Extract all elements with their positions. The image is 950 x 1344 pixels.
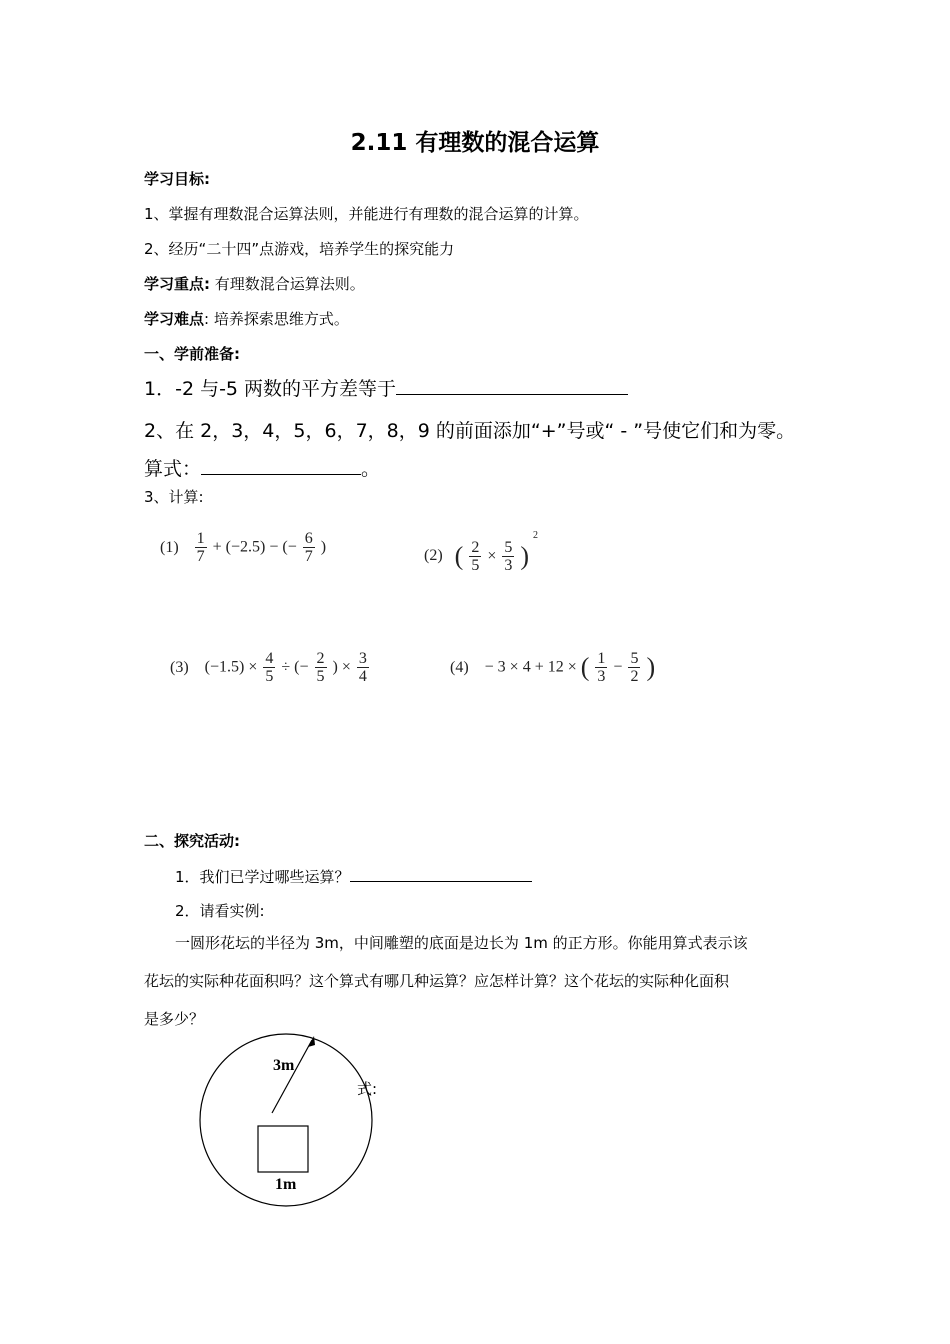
- square-sculpture-base: [258, 1126, 308, 1172]
- difficulty-label: 学习难点: [144, 310, 205, 328]
- key-point-text: 有理数混合运算法则。: [214, 275, 365, 293]
- answer-blank-2[interactable]: [201, 456, 361, 475]
- problem-3: [170, 650, 371, 685]
- example-paragraph-line-2: 花坛的实际种花面积吗？这个算式有哪几种运算？应怎样计算？这个花坛的实际种化面积: [144, 972, 730, 990]
- objective-item-1: 1、掌握有理数混合运算法则，并能进行有理数的混合运算的计算。: [144, 205, 589, 223]
- problem-1-middle: + (−2.5) − (−: [212, 538, 297, 556]
- problem-4: [450, 650, 655, 685]
- section2-heading: 二、探究活动:: [144, 832, 240, 850]
- example-paragraph-line-1: 一圆形花坛的半径为 3m，中间雕塑的底面是边长为 1m 的正方形。你能用算式表示该: [175, 934, 748, 952]
- formula-tail: 式:: [357, 1080, 378, 1098]
- left-paren-icon: (: [580, 652, 590, 682]
- problem-2-fraction-2: $\frac{5}{3}$: [504, 538, 513, 574]
- problem-4-label: (4): [450, 658, 469, 676]
- difficulty-line: [144, 308, 349, 329]
- right-paren-icon: ): [646, 652, 656, 682]
- problem-2-fraction-1: $\frac{2}{5}$: [471, 538, 480, 574]
- question-2-line2: [144, 454, 380, 481]
- problem-3-middle-2: ) ×: [332, 658, 351, 676]
- side-label: 1m: [275, 1176, 297, 1193]
- problem-4-start: − 3 × 4 + 12 ×: [484, 658, 577, 676]
- answer-blank-1[interactable]: [396, 376, 628, 395]
- question-2-prefix: 算式：: [144, 458, 202, 480]
- activity-question-1-text: 1．我们已学过哪些运算？: [175, 868, 350, 886]
- answer-blank-3[interactable]: [350, 865, 532, 882]
- problem-3-fraction-3: $\frac{3}{4}$: [358, 650, 367, 685]
- problem-1-label: (1): [160, 538, 179, 556]
- question-1-text: 1．-2 与-5 两数的平方差等于: [144, 378, 397, 400]
- section1-heading: 一、学前准备:: [144, 345, 240, 363]
- problem-1: [160, 530, 326, 565]
- page-title: 2.11 有理数的混合运算: [350, 130, 600, 156]
- key-point-label: 学习重点:: [144, 275, 210, 293]
- problem-1-fraction-2: $\frac{6}{7}$: [304, 530, 313, 565]
- problem-2-operator: ×: [487, 547, 497, 565]
- key-point-line: [144, 273, 365, 294]
- objectives-heading: 学习目标:: [144, 170, 210, 188]
- question-2-suffix: 。: [361, 458, 381, 480]
- flower-bed-diagram: [180, 1030, 400, 1215]
- problem-2-label: (2): [424, 547, 443, 565]
- problem-2: [424, 530, 538, 574]
- activity-question-2: 2．请看实例:: [175, 902, 265, 920]
- problem-4-fraction-2: $\frac{5}{2}$: [630, 650, 639, 685]
- objective-item-2: 2、经历“二十四”点游戏，培养学生的探究能力: [144, 240, 455, 258]
- problem-3-fraction-1: $\frac{4}{5}$: [265, 650, 274, 685]
- problem-4-operator: −: [613, 658, 623, 676]
- difficulty-text: : 培养探索思维方式。: [204, 310, 349, 328]
- problem-3-middle: ÷ (−: [281, 658, 309, 676]
- example-paragraph-line-3: 是多少？: [144, 1010, 205, 1028]
- activity-question-1: [175, 865, 532, 887]
- left-paren-icon: (: [454, 541, 464, 571]
- problem-2-exponent: 2: [533, 530, 539, 541]
- problem-3-label: (3): [170, 658, 189, 676]
- right-paren-icon: ): [520, 541, 530, 571]
- radius-line: [272, 1040, 312, 1113]
- question-2-line1: 2、在 2，3，4，5，6，7，8，9 的前面添加“+”号或“ - ”号使它们和为零。: [144, 420, 796, 442]
- problem-3-fraction-2: $\frac{2}{5}$: [316, 650, 325, 685]
- question-1: [144, 374, 628, 401]
- problem-1-fraction-1: $\frac{1}{7}$: [196, 530, 205, 565]
- problem-3-start: (−1.5) ×: [204, 658, 258, 676]
- question-3: 3、计算:: [144, 488, 204, 506]
- problem-1-end: ): [320, 538, 327, 556]
- radius-label: 3m: [273, 1057, 295, 1074]
- problem-4-fraction-1: $\frac{1}{3}$: [597, 650, 606, 685]
